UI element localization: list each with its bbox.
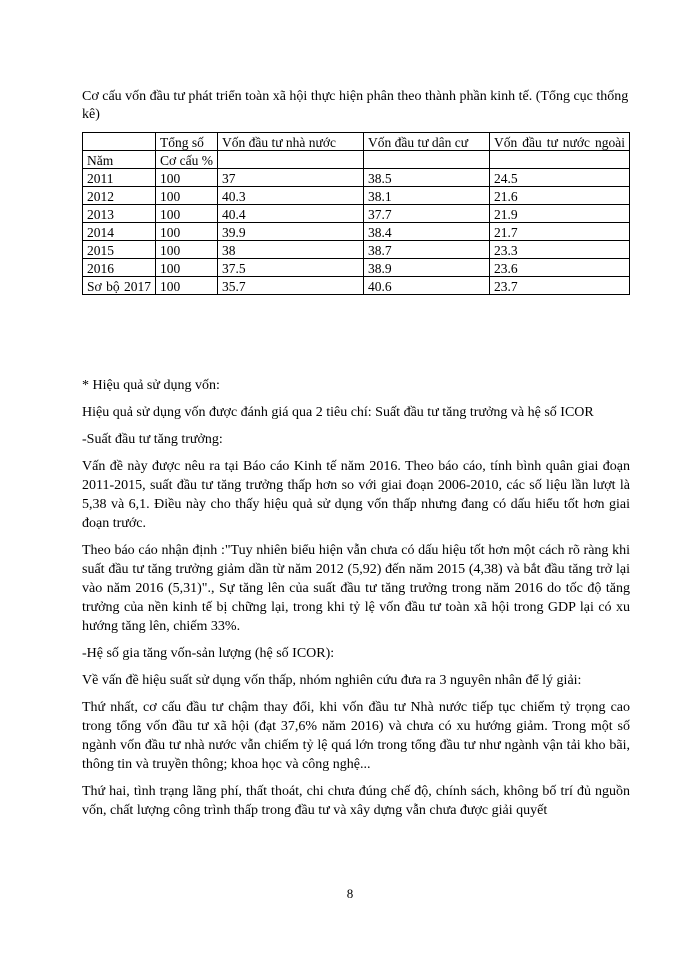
table-cell: 38.1 <box>364 187 490 205</box>
table-cell: 38.5 <box>364 169 490 187</box>
header-cell-total: Tổng số <box>156 133 218 151</box>
table-cell: 23.3 <box>490 241 630 259</box>
paragraph: Thứ hai, tình trạng lãng phí, thất thoát, chi chưa đúng chế độ, chính sách, không bố trí đủ nguồn vốn, chất lượng công trình thấp trong đầu tư và xây dựng vẫn chưa được giải quyết <box>82 784 630 818</box>
table-cell: 37 <box>218 169 364 187</box>
table-cell: 100 <box>156 205 218 223</box>
table-cell: 100 <box>156 169 218 187</box>
table-subheader-row <box>83 151 630 169</box>
table-cell: 37.5 <box>218 259 364 277</box>
table-cell: 40.6 <box>364 277 490 295</box>
table-cell: 100 <box>156 259 218 277</box>
table-cell: 100 <box>156 187 218 205</box>
table-cell: 38.7 <box>364 241 490 259</box>
table-cell: 100 <box>156 277 218 295</box>
table-cell-year: 2014 <box>83 223 156 241</box>
table-row <box>83 223 630 241</box>
table-row <box>83 277 630 295</box>
subheader-cell-year: Năm <box>83 151 156 169</box>
paragraph: Về vấn đề hiệu suất sử dụng vốn thấp, nhóm nghiên cứu đưa ra 3 nguyên nhân để lý giải: <box>82 673 582 688</box>
table-cell-year: Sơ bộ 2017 <box>83 277 156 295</box>
page-number: 8 <box>346 886 354 901</box>
section-heading-capital-efficiency: * Hiệu quả sử dụng vốn: <box>82 378 220 393</box>
paragraph: Vấn đề này được nêu ra tại Báo cáo Kinh tế năm 2016. Theo báo cáo, tính bình quân giai đoạn 2011-2015, suất đầu tư tăng trưởng thấp hơn so với giai đoạn 2006-2010, các số liệu lần lượt là 5,38 và 6,1. Điều này cho thấy hiệu quả sử dụng vốn thấp nhưng đang có dấu hiểu tốt hơn giai đoạn trước. <box>82 459 630 531</box>
subsection-heading-icor: -Hệ số gia tăng vốn-sản lượng (hệ số ICOR): <box>82 646 335 661</box>
table-cell: 21.9 <box>490 205 630 223</box>
paragraph: Theo báo cáo nhận định :"Tuy nhiên biểu hiện vẫn chưa có dấu hiệu tốt hơn một cách rõ ràng khi suất đầu tư tăng trưởng giảm dần từ năm 2012 (5,92) đến năm 2015 (4,38) và bắt đầu tăng trở lại vào năm 2016 (5,31)"., Sự tăng lên của suất đầu tư tăng trưởng trong năm 2016 do tốc độ tăng trưởng của nền kinh tế bị chững lại, trong khi tỷ lệ vốn đầu tư toàn xã hội trong GDP lại có xu hướng tăng lên, chiếm 33%. <box>82 543 630 634</box>
table-cell: 35.7 <box>218 277 364 295</box>
table-row <box>83 259 630 277</box>
body-text <box>82 376 630 828</box>
subsection-heading-investment-rate: -Suất đầu tư tăng trưởng: <box>82 432 223 447</box>
table-row <box>83 241 630 259</box>
table-row <box>83 205 630 223</box>
paragraph: Hiệu quả sử dụng vốn được đánh giá qua 2 tiêu chí: Suất đầu tư tăng trưởng và hệ số ICOR <box>82 405 594 420</box>
investment-structure-table <box>82 132 630 295</box>
table-cell: 38 <box>218 241 364 259</box>
table-cell-year: 2016 <box>83 259 156 277</box>
table-cell-year: 2013 <box>83 205 156 223</box>
table-cell: 21.7 <box>490 223 630 241</box>
subheader-cell <box>490 151 630 169</box>
subheader-cell-structure: Cơ cấu % <box>156 151 218 169</box>
table-cell: 23.7 <box>490 277 630 295</box>
header-cell-private-investment: Vốn đầu tư dân cư <box>364 133 490 151</box>
table-caption: Cơ cấu vốn đầu tư phát triển toàn xã hội thực hiện phân theo thành phần kinh tế. (Tổng cục thống kê) <box>82 89 629 122</box>
table-cell: 38.9 <box>364 259 490 277</box>
header-cell-state-investment: Vốn đầu tư nhà nước <box>218 133 364 151</box>
table-row <box>83 187 630 205</box>
table-header-row <box>83 133 630 151</box>
table-cell: 100 <box>156 241 218 259</box>
table-cell-year: 2011 <box>83 169 156 187</box>
subheader-cell <box>364 151 490 169</box>
table-cell: 23.6 <box>490 259 630 277</box>
table-cell: 24.5 <box>490 169 630 187</box>
table-cell-year: 2015 <box>83 241 156 259</box>
subheader-cell <box>218 151 364 169</box>
table-cell: 100 <box>156 223 218 241</box>
table-row <box>83 169 630 187</box>
table-cell-year: 2012 <box>83 187 156 205</box>
header-cell-empty <box>83 133 156 151</box>
paragraph: Thứ nhất, cơ cấu đầu tư chậm thay đổi, khi vốn đầu tư Nhà nước tiếp tục chiếm tỷ trọng cao trong tổng vốn đầu tư xã hội (đạt 37,6% năm 2016) và chưa có xu hướng giảm. Trong một số ngành vốn đầu tư nhà nước vẫn chiếm tỷ lệ quá lớn trong tổng đầu tư như ngành vận tải kho bãi, thông tin và truyền thông; khoa học và công nghệ... <box>82 700 630 772</box>
table-cell: 40.3 <box>218 187 364 205</box>
table-cell: 39.9 <box>218 223 364 241</box>
table-cell: 40.4 <box>218 205 364 223</box>
header-cell-foreign-investment: Vốn đầu tư nước ngoài <box>490 133 630 151</box>
table-cell: 38.4 <box>364 223 490 241</box>
table-cell: 37.7 <box>364 205 490 223</box>
table-cell: 21.6 <box>490 187 630 205</box>
